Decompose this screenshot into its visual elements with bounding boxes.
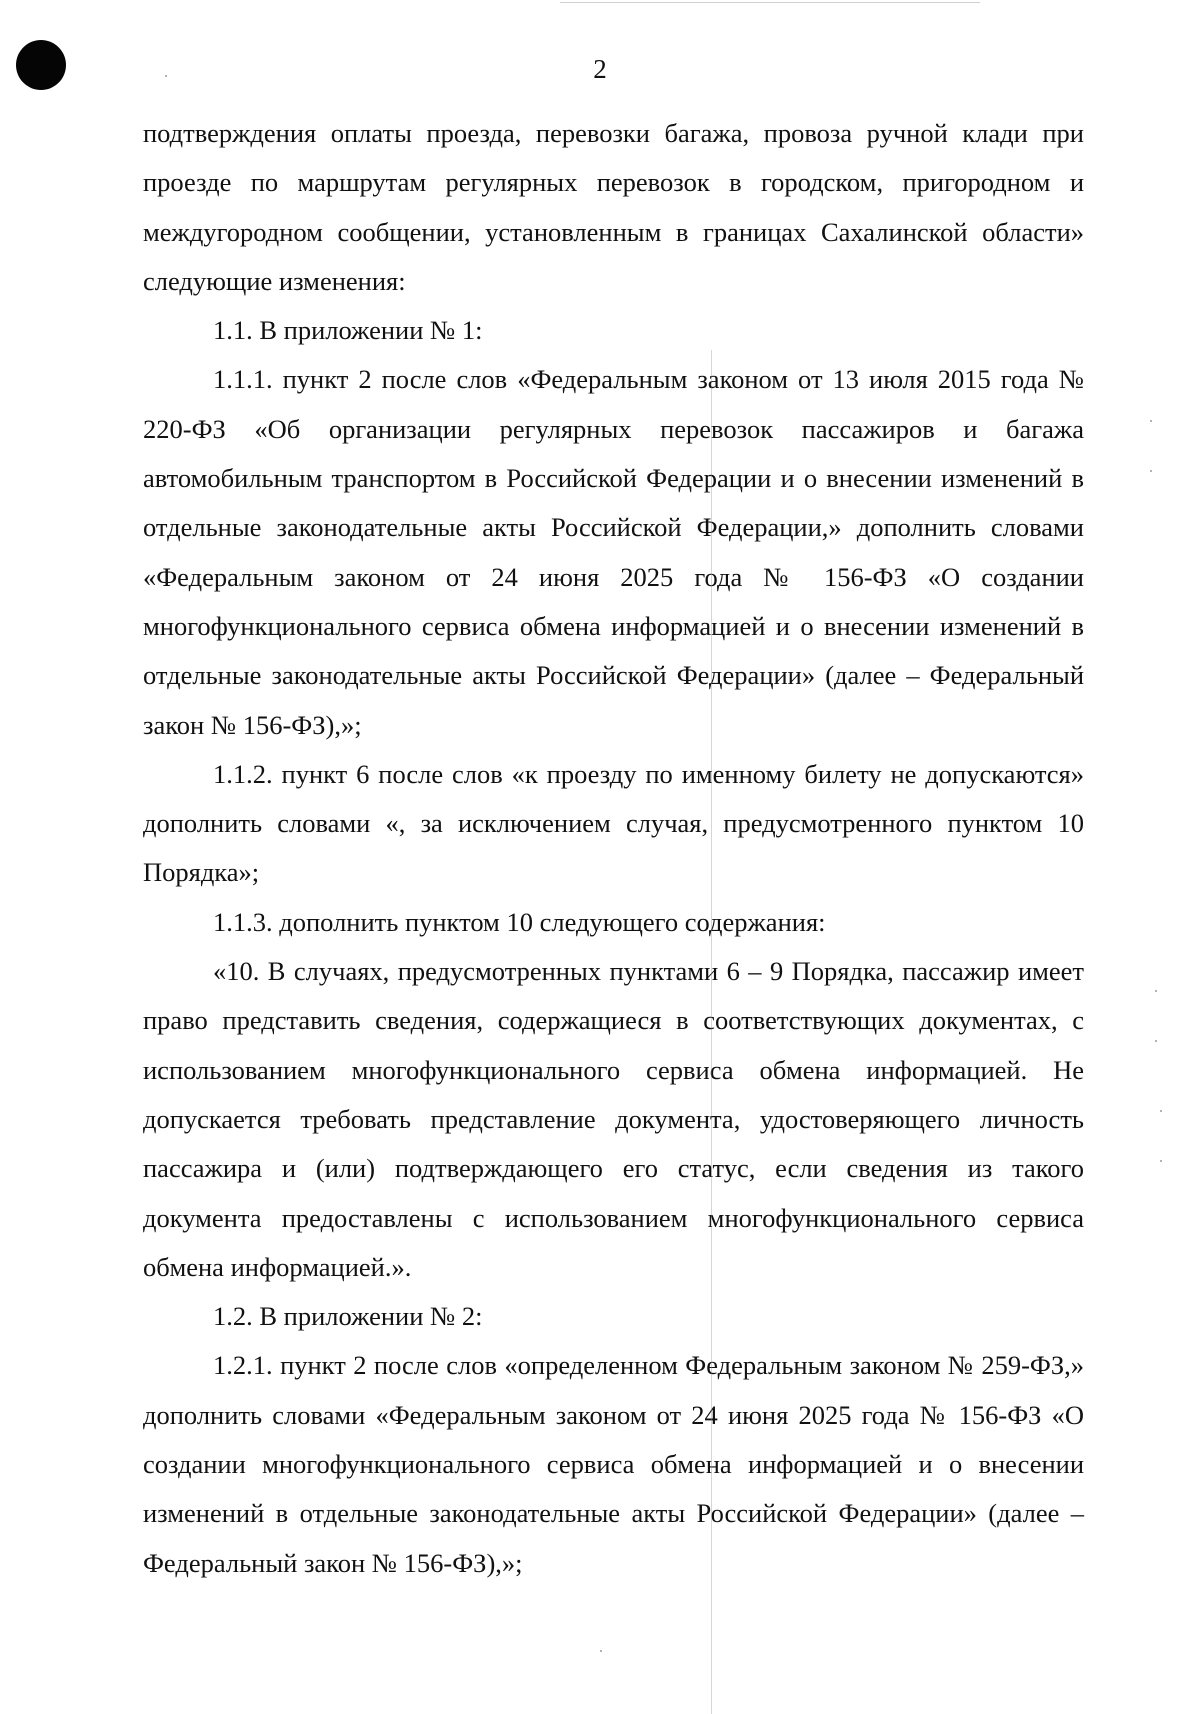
paragraph-section-1-1: 1.1. В приложении № 1:: [213, 315, 483, 346]
page-number: 2: [593, 54, 607, 84]
scan-top-edge-line: [560, 2, 980, 3]
paragraph-item-1-1-1: 1.1.1. пункт 2 после слов «Федеральным законом от 13 июля 2015 года № 220-ФЗ «Об организации регулярных перевозок пассажиров и багажа автомобильным транспортом в Российской Федерации и о внесении изменений в отдельные законодательные акты Российской Федерации,» дополнить словами «Федеральным законом от 24 июня 2025 года № 156-ФЗ «О создании многофункционального сервиса обмена информацией и о внесении изменений в отдельные законодательные акты Российской Федерации» (далее – Федеральный закон № 156-ФЗ),»;: [143, 364, 1084, 740]
scan-speck: [1150, 420, 1152, 422]
paragraph-item-1-2-1: 1.2.1. пункт 2 после слов «определенном Федеральным законом № 259-ФЗ,» дополнить словами «Федеральным законом от 24 июня 2025 года № 156-ФЗ «О создании многофункционального сервиса обмена информацией и о внесении изменений в отдельные законодательные акты Российской Федерации» (далее – Федеральный закон № 156-ФЗ),»;: [143, 1350, 1084, 1578]
scan-speck: [600, 1650, 602, 1652]
scan-speck: [1155, 1040, 1157, 1042]
scan-speck: [1155, 990, 1157, 992]
document-body: [143, 109, 1084, 1588]
paragraph-item-1-1-3: 1.1.3. дополнить пунктом 10 следующего содержания:: [213, 906, 826, 937]
scan-speck: [1160, 1110, 1162, 1112]
scan-speck: [1160, 1160, 1162, 1162]
paragraph-section-1-2: 1.2. В приложении № 2:: [213, 1301, 483, 1332]
paragraph-point-10-text: «10. В случаях, предусмотренных пунктами 6 – 9 Порядка, пассажир имеет право представить сведения, содержащиеся в соответствующих документах, с использованием многофункционального сервиса обмена информацией. Не допускается требовать представление документа, удостоверяющего личность пассажира и (или) подтверждающего его статус, если сведения из такого документа предоставлены с использованием многофункционального сервиса обмена информацией.».: [143, 956, 1084, 1282]
scan-speck: [1150, 470, 1152, 472]
paragraph-item-1-1-2: 1.1.2. пункт 6 после слов «к проезду по именному билету не допускаются» дополнить словами «, за исключением случая, предусмотренного пунктом 10 Порядка»;: [143, 758, 1084, 888]
scan-speck: [165, 75, 167, 77]
scan-fold-line: [711, 350, 712, 1714]
paragraph-intro-continuation: подтверждения оплаты проезда, перевозки багажа, провоза ручной клади при проезде по маршрутам регулярных перевозок в городском, пригородном и междугородном сообщении, установленным в границах Сахалинской области» следующие изменения:: [143, 118, 1084, 296]
